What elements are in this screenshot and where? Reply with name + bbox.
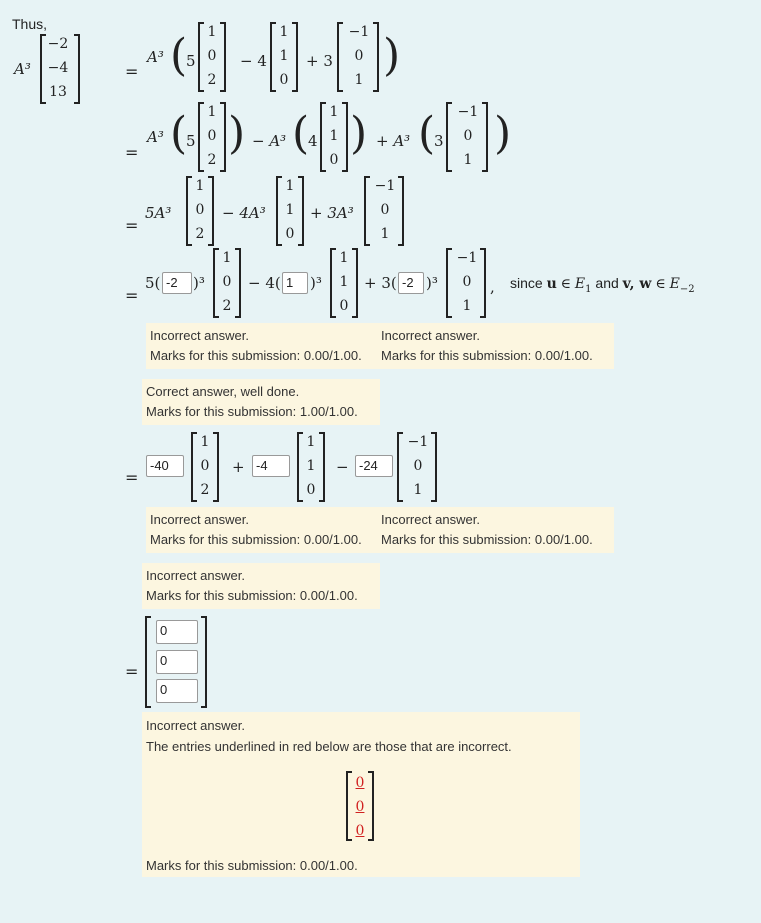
line2-coef-4: 4 bbox=[308, 132, 318, 150]
feedback-status: Incorrect answer. bbox=[150, 512, 249, 527]
u-entry: 1 bbox=[207, 24, 217, 40]
feedback-marks: Marks for this submission: 0.00/1.00. bbox=[146, 858, 358, 873]
element-of-symbol: ∈ bbox=[655, 276, 666, 292]
w-entry: 1 bbox=[354, 72, 364, 88]
equals-sign: = bbox=[125, 216, 139, 235]
vectors-vw-symbol: v, w bbox=[622, 276, 652, 292]
u-entry: 1 bbox=[207, 104, 217, 120]
eigenspace-symbol: E bbox=[669, 276, 680, 292]
w-entry: 1 bbox=[463, 152, 473, 168]
line1-coef-5: 5 bbox=[186, 52, 196, 70]
v-entry: 1 bbox=[329, 128, 339, 144]
feedback-marks: Marks for this submission: 0.00/1.00. bbox=[150, 348, 362, 363]
open-paren: ( bbox=[292, 108, 310, 159]
line4-5-open: 5( bbox=[145, 274, 161, 292]
u-entry: 1 bbox=[222, 250, 232, 266]
v-entry: 0 bbox=[285, 226, 295, 242]
open-paren: ( bbox=[170, 108, 188, 159]
line1-a3: A³ bbox=[147, 48, 164, 66]
close-paren: ) bbox=[494, 108, 512, 159]
w-entry: −1 bbox=[407, 434, 429, 450]
intro-text: Thus, bbox=[12, 16, 48, 32]
v-entry: 1 bbox=[339, 250, 349, 266]
line1-plus3: + 3 bbox=[306, 52, 333, 70]
feedback-status: Correct answer, well done. bbox=[146, 384, 300, 399]
u-entry: 0 bbox=[222, 274, 232, 290]
v-entry: 1 bbox=[279, 48, 289, 64]
w-entry: −1 bbox=[348, 24, 370, 40]
u-entry: 0 bbox=[207, 48, 217, 64]
close-paren: ) bbox=[383, 30, 401, 81]
v-entry: 1 bbox=[279, 24, 289, 40]
feedback-marks: Marks for this submission: 0.00/1.00. bbox=[381, 348, 593, 363]
close-paren: ) bbox=[228, 108, 246, 159]
v-entry: 0 bbox=[279, 72, 289, 88]
eigenspace-subscript: −2 bbox=[679, 283, 695, 295]
u-entry: 2 bbox=[207, 152, 217, 168]
comma: , bbox=[490, 278, 495, 296]
w-entry: −1 bbox=[457, 104, 479, 120]
feedback-marks: Marks for this submission: 0.00/1.00. bbox=[150, 532, 362, 547]
feedback-row-1 bbox=[146, 323, 614, 369]
feedback-marks: Marks for this submission: 0.00/1.00. bbox=[146, 588, 358, 603]
line1-minus4: − 4 bbox=[240, 52, 267, 70]
incorrect-entry: 0 bbox=[355, 823, 365, 839]
v-entry: 0 bbox=[329, 152, 339, 168]
feedback-note: The entries underlined in red below are those that are incorrect. bbox=[146, 739, 512, 754]
w-entry: 0 bbox=[380, 202, 390, 218]
v-entry: 1 bbox=[285, 202, 295, 218]
u-entry: 0 bbox=[195, 202, 205, 218]
line3-plus-3a3: + 3A³ bbox=[310, 204, 354, 222]
w-entry: 1 bbox=[380, 226, 390, 242]
equals-sign: = bbox=[125, 62, 139, 81]
lhs-entry: −4 bbox=[47, 60, 69, 76]
feedback-box-2 bbox=[142, 379, 380, 425]
feedback-box-4 bbox=[142, 563, 380, 609]
eigenvalue-input-3[interactable]: -2 bbox=[398, 272, 424, 294]
eigenspace-symbol: E bbox=[574, 276, 586, 292]
u-entry: 0 bbox=[207, 128, 217, 144]
equals-sign: = bbox=[125, 143, 139, 162]
w-entry: −1 bbox=[456, 250, 478, 266]
open-paren: ( bbox=[170, 30, 188, 81]
u-entry: 2 bbox=[195, 226, 205, 242]
v-entry: 1 bbox=[329, 104, 339, 120]
line4-minus4-open: − 4( bbox=[248, 274, 281, 292]
v-entry: 0 bbox=[306, 482, 316, 498]
feedback-marks: Marks for this submission: 0.00/1.00. bbox=[381, 532, 593, 547]
u-entry: 2 bbox=[200, 482, 210, 498]
line4-cube: )³ bbox=[193, 274, 205, 292]
w-entry: 0 bbox=[463, 128, 473, 144]
v-entry: 1 bbox=[306, 434, 316, 450]
u-entry: 1 bbox=[200, 434, 210, 450]
element-of-symbol: ∈ bbox=[560, 276, 572, 292]
line4-cube: )³ bbox=[310, 274, 322, 292]
incorrect-entry: 0 bbox=[355, 799, 365, 815]
close-paren: ) bbox=[350, 108, 368, 159]
plus-sign: + bbox=[232, 458, 245, 476]
u-entry: 2 bbox=[207, 72, 217, 88]
v-entry: 1 bbox=[285, 178, 295, 194]
line4-cube: )³ bbox=[426, 274, 438, 292]
open-paren: ( bbox=[418, 108, 436, 159]
eigenvalue-input-2[interactable]: 1 bbox=[282, 272, 308, 294]
and-word: and bbox=[595, 275, 619, 291]
v-entry: 0 bbox=[339, 298, 349, 314]
feedback-box-5 bbox=[142, 712, 580, 877]
final-entry-input-3[interactable]: 0 bbox=[156, 679, 198, 703]
w-entry: 0 bbox=[413, 458, 423, 474]
final-entry-input-2[interactable]: 0 bbox=[156, 650, 198, 674]
lhs-entry: 13 bbox=[49, 84, 67, 100]
w-entry: −1 bbox=[374, 178, 396, 194]
final-entry-input-1[interactable]: 0 bbox=[156, 620, 198, 644]
line3-5a3: 5A³ bbox=[145, 204, 172, 222]
u-entry: 1 bbox=[195, 178, 205, 194]
coefficient-input-2[interactable]: -4 bbox=[252, 455, 290, 477]
eigenvalue-input-1[interactable]: -2 bbox=[162, 272, 192, 294]
lhs-a3-label: A³ bbox=[14, 60, 31, 78]
u-entry: 2 bbox=[222, 298, 232, 314]
lhs-entry: −2 bbox=[47, 36, 69, 52]
feedback-status: Incorrect answer. bbox=[381, 328, 480, 343]
feedback-status: Incorrect answer. bbox=[381, 512, 480, 527]
since-word: since bbox=[510, 275, 543, 291]
eigenspace-subscript: 1 bbox=[585, 283, 592, 295]
line2-minus-a3: − A³ bbox=[252, 132, 287, 150]
incorrect-entry: 0 bbox=[355, 775, 365, 791]
coefficient-input-3[interactable]: -24 bbox=[355, 455, 393, 477]
w-entry: 1 bbox=[462, 298, 472, 314]
w-entry: 0 bbox=[462, 274, 472, 290]
coefficient-input-1[interactable]: -40 bbox=[146, 455, 184, 477]
equals-sign: = bbox=[125, 468, 139, 487]
equals-sign: = bbox=[125, 286, 139, 305]
v-entry: 1 bbox=[339, 274, 349, 290]
line2-a3: A³ bbox=[147, 128, 164, 146]
feedback-status: Incorrect answer. bbox=[146, 568, 245, 583]
line2-coef-5: 5 bbox=[186, 132, 196, 150]
line4-plus3-open: + 3( bbox=[364, 274, 397, 292]
line3-minus-4a3: − 4A³ bbox=[222, 204, 266, 222]
feedback-row-3 bbox=[146, 507, 614, 553]
line2-coef-3: 3 bbox=[434, 132, 444, 150]
minus-sign: − bbox=[336, 458, 349, 476]
w-entry: 1 bbox=[413, 482, 423, 498]
u-entry: 0 bbox=[200, 458, 210, 474]
feedback-status: Incorrect answer. bbox=[150, 328, 249, 343]
vector-u-symbol: u bbox=[546, 276, 557, 292]
w-entry: 0 bbox=[354, 48, 364, 64]
equals-sign: = bbox=[125, 662, 139, 681]
line2-plus-a3: + A³ bbox=[376, 132, 411, 150]
v-entry: 1 bbox=[306, 458, 316, 474]
feedback-marks: Marks for this submission: 1.00/1.00. bbox=[146, 404, 358, 419]
since-note bbox=[510, 275, 695, 295]
feedback-status: Incorrect answer. bbox=[146, 718, 245, 733]
